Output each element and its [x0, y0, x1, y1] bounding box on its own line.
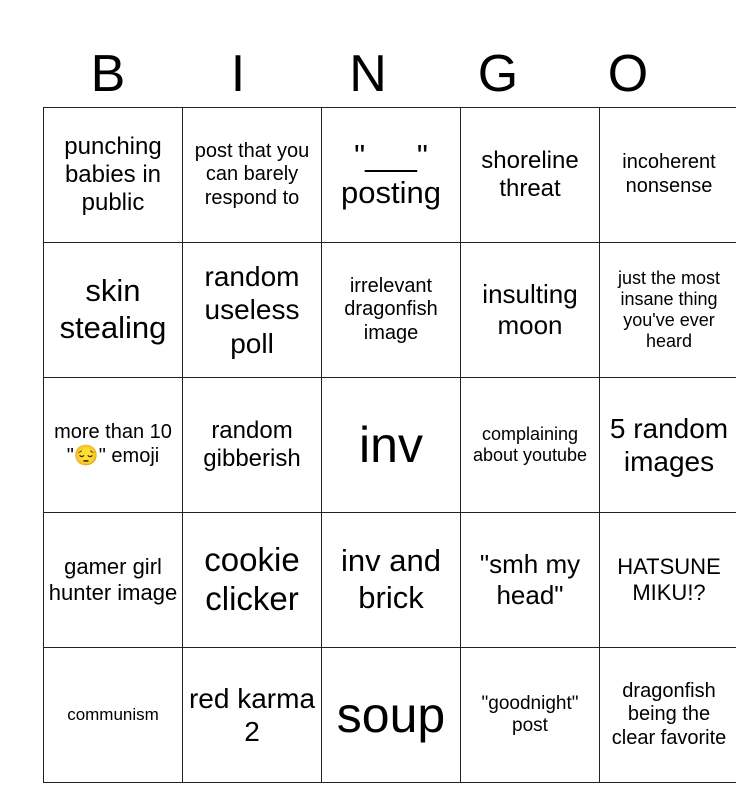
header-letter-b: B — [90, 45, 126, 103]
bingo-cell[interactable]: "___" posting — [322, 108, 461, 243]
bingo-cell[interactable]: soup — [322, 648, 461, 783]
bingo-row-5 — [44, 648, 736, 783]
bingo-cell[interactable]: irrelevant dragonfish image — [322, 243, 461, 378]
bingo-cell[interactable]: cookie clicker — [183, 513, 322, 648]
bingo-cell[interactable]: more than 10 "😔" emoji — [44, 378, 183, 513]
bingo-cell[interactable]: post that you can barely respond to — [183, 108, 322, 243]
bingo-cell[interactable]: punching babies in public — [44, 108, 183, 243]
bingo-cell[interactable]: HATSUNE MIKU!? — [600, 513, 736, 648]
header-letter-i: I — [230, 45, 246, 103]
bingo-row-1 — [44, 108, 736, 243]
bingo-cell[interactable]: communism — [44, 648, 183, 783]
bingo-cell[interactable]: inv — [322, 378, 461, 513]
bingo-cell[interactable]: "smh my head" — [461, 513, 600, 648]
bingo-cell[interactable]: 5 random images — [600, 378, 736, 513]
bingo-cell[interactable]: just the most insane thing you've ever heard — [600, 243, 736, 378]
bingo-row-2 — [44, 243, 736, 378]
bingo-cell[interactable]: "goodnight" post — [461, 648, 600, 783]
bingo-cell[interactable]: inv and brick — [322, 513, 461, 648]
bingo-header — [43, 44, 693, 104]
bingo-cell[interactable]: red karma 2 — [183, 648, 322, 783]
bingo-cell[interactable]: complaining about youtube — [461, 378, 600, 513]
bingo-grid — [43, 107, 736, 783]
bingo-cell[interactable]: dragonfish being the clear favorite — [600, 648, 736, 783]
bingo-cell[interactable]: random gibberish — [183, 378, 322, 513]
bingo-row-3 — [44, 378, 736, 513]
bingo-cell[interactable]: shoreline threat — [461, 108, 600, 243]
bingo-cell[interactable]: random useless poll — [183, 243, 322, 378]
header-letter-n: N — [349, 45, 387, 103]
header-letter-o: O — [607, 45, 649, 103]
bingo-cell[interactable]: gamer girl hunter image — [44, 513, 183, 648]
bingo-cell[interactable]: skin stealing — [44, 243, 183, 378]
bingo-row-4 — [44, 513, 736, 648]
header-letter-g: G — [477, 45, 519, 103]
bingo-cell[interactable]: incoherent nonsense — [600, 108, 736, 243]
bingo-cell[interactable]: insulting moon — [461, 243, 600, 378]
